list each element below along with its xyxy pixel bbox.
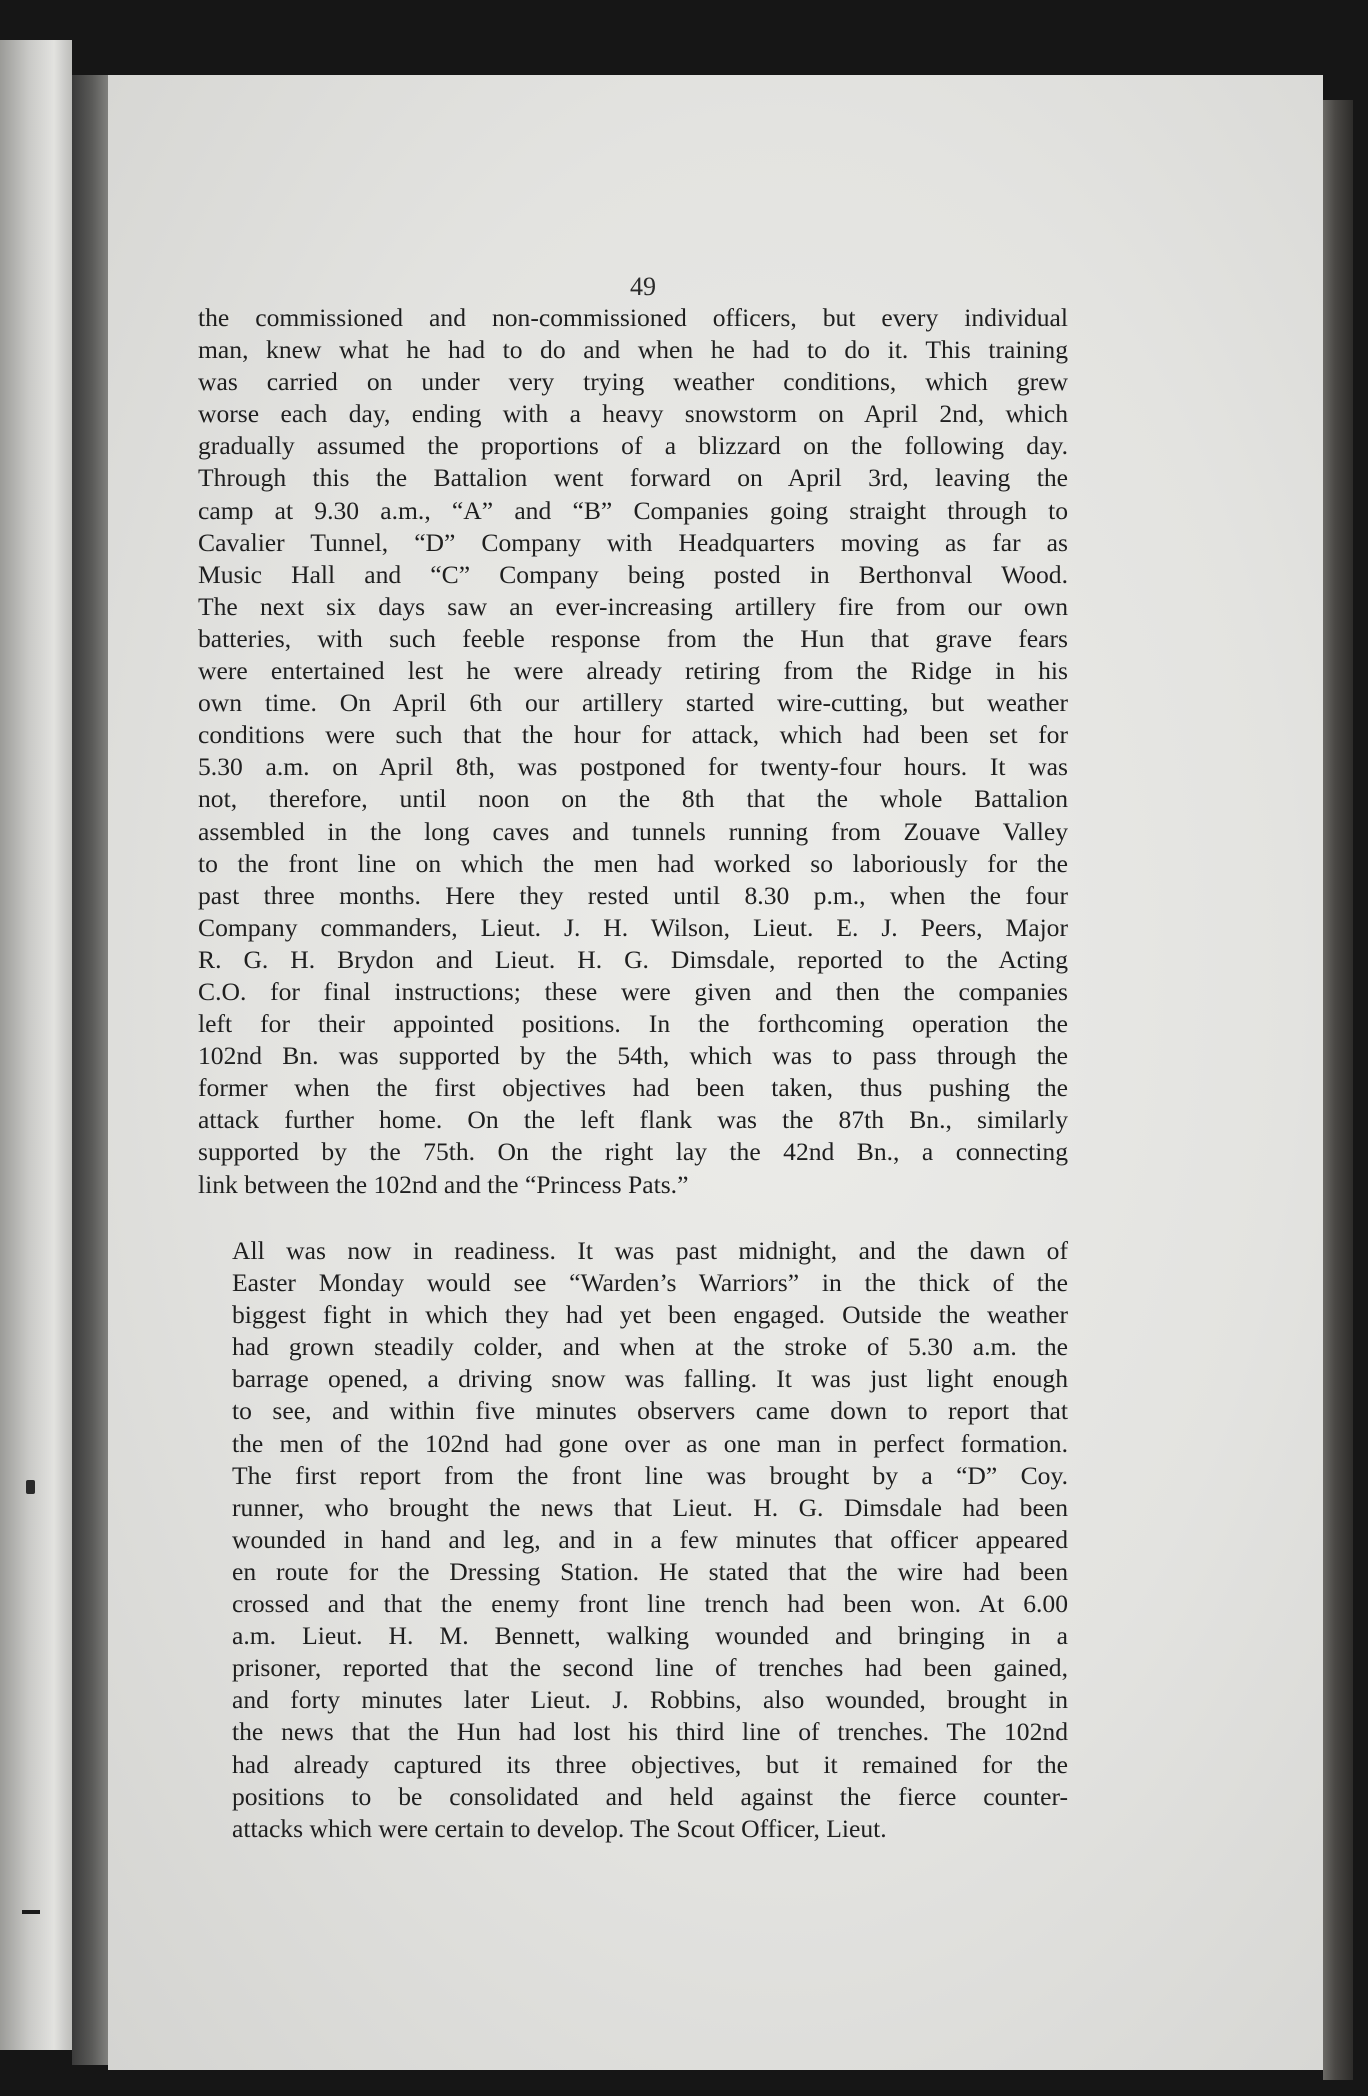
text-line: en route for the Dressing Station. He stated that the wire had been	[232, 1556, 1068, 1586]
text-line: to the front line on which the men had worked so laboriously for the	[198, 848, 1068, 878]
previous-page-edge	[0, 40, 72, 2050]
paragraph	[198, 302, 1068, 1201]
page-stack-edge	[1323, 100, 1353, 2080]
text-line: the commissioned and non-commissioned officers, but every individual	[198, 303, 1068, 332]
text-line: link between the 102nd and the “Princess Pats.”	[198, 1169, 689, 1199]
text-line: Music Hall and “C” Company being posted in Berthonval Wood.	[198, 559, 1068, 589]
text-line: Through this the Battalion went forward on April 3rd, leaving the	[198, 463, 1068, 493]
page-number: 49	[630, 272, 656, 301]
text-line: worse each day, ending with a heavy snowstorm on April 2nd, which	[198, 399, 1068, 429]
text-line: had already captured its three objectives, but it remained for the	[232, 1749, 1068, 1779]
text-line: prisoner, reported that the second line of trenches had been gained,	[232, 1653, 1068, 1683]
text-line: were entertained lest he were already retiring from the Ridge in his	[198, 656, 1068, 686]
text-line: batteries, with such feeble response from the Hun that grave fears	[198, 623, 1068, 653]
text-line: barrage opened, a driving snow was falling. It was just light enough	[232, 1364, 1068, 1394]
text-line: crossed and that the enemy front line trench had been won. At 6.00	[232, 1589, 1068, 1619]
text-line: former when the first objectives had been taken, thus pushing the	[198, 1073, 1068, 1103]
text-line: wounded in hand and leg, and in a few minutes that officer appeared	[232, 1524, 1068, 1554]
text-line: assembled in the long caves and tunnels running from Zouave Valley	[198, 816, 1068, 846]
text-line: Easter Monday would see “Warden’s Warriors” in the thick of the	[232, 1268, 1068, 1298]
text-line: a.m. Lieut. H. M. Bennett, walking wounded and bringing in a	[232, 1621, 1068, 1651]
text-line: The next six days saw an ever-increasing artillery fire from our own	[198, 591, 1068, 621]
text-line: past three months. Here they rested until 8.30 p.m., when the four	[198, 880, 1068, 910]
text-line: attack further home. On the left flank was the 87th Bn., similarly	[198, 1105, 1068, 1135]
text-line: had grown steadily colder, and when at the stroke of 5.30 a.m. the	[232, 1332, 1068, 1362]
text-line: positions to be consolidated and held against the fierce counter-	[232, 1781, 1068, 1811]
text-line: attacks which were certain to develop. The Scout Officer, Lieut.	[232, 1813, 887, 1843]
text-line: R. G. H. Brydon and Lieut. H. G. Dimsdale, reported to the Acting	[198, 944, 1068, 974]
text-line: runner, who brought the news that Lieut. H. G. Dimsdale had been	[232, 1492, 1068, 1522]
text-line: C.O. for final instructions; these were given and then the companies	[198, 976, 1068, 1006]
text-line: biggest fight in which they had yet been engaged. Outside the weather	[232, 1300, 1068, 1330]
text-line: Cavalier Tunnel, “D” Company with Headquarters moving as far as	[198, 527, 1068, 557]
text-line: 5.30 a.m. on April 8th, was postponed for twenty-four hours. It was	[198, 752, 1068, 782]
book-binding-gutter	[72, 75, 112, 2065]
text-line: 102nd Bn. was supported by the 54th, which was to pass through the	[198, 1041, 1068, 1071]
text-line: Company commanders, Lieut. J. H. Wilson, Lieut. E. J. Peers, Major	[198, 912, 1068, 942]
text-line: gradually assumed the proportions of a blizzard on the following day.	[198, 431, 1068, 461]
text-line: to see, and within five minutes observers came down to report that	[232, 1396, 1068, 1426]
text-line: All was now in readiness. It was past midnight, and the dawn of	[232, 1236, 1068, 1265]
text-line: the men of the 102nd had gone over as one man in perfect formation.	[232, 1428, 1068, 1458]
text-line: camp at 9.30 a.m., “A” and “B” Companies going straight through to	[198, 495, 1068, 525]
text-line: was carried on under very trying weather conditions, which grew	[198, 367, 1068, 397]
scan-mark	[26, 1480, 35, 1494]
text-line: the news that the Hun had lost his third line of trenches. The 102nd	[232, 1717, 1068, 1747]
text-line: man, knew what he had to do and when he had to do it. This training	[198, 335, 1068, 365]
text-line: not, therefore, until noon on the 8th that the whole Battalion	[198, 784, 1068, 814]
text-line: conditions were such that the hour for attack, which had been set for	[198, 720, 1068, 750]
paragraph	[198, 1235, 1068, 1845]
text-line: and forty minutes later Lieut. J. Robbins, also wounded, brought in	[232, 1685, 1068, 1715]
text-line: own time. On April 6th our artillery started wire-cutting, but weather	[198, 688, 1068, 718]
text-line: supported by the 75th. On the right lay the 42nd Bn., a connecting	[198, 1137, 1068, 1167]
text-line: The first report from the front line was brought by a “D” Coy.	[232, 1460, 1068, 1490]
scan-mark	[22, 1910, 40, 1914]
text-line: left for their appointed positions. In the forthcoming operation the	[198, 1009, 1068, 1039]
